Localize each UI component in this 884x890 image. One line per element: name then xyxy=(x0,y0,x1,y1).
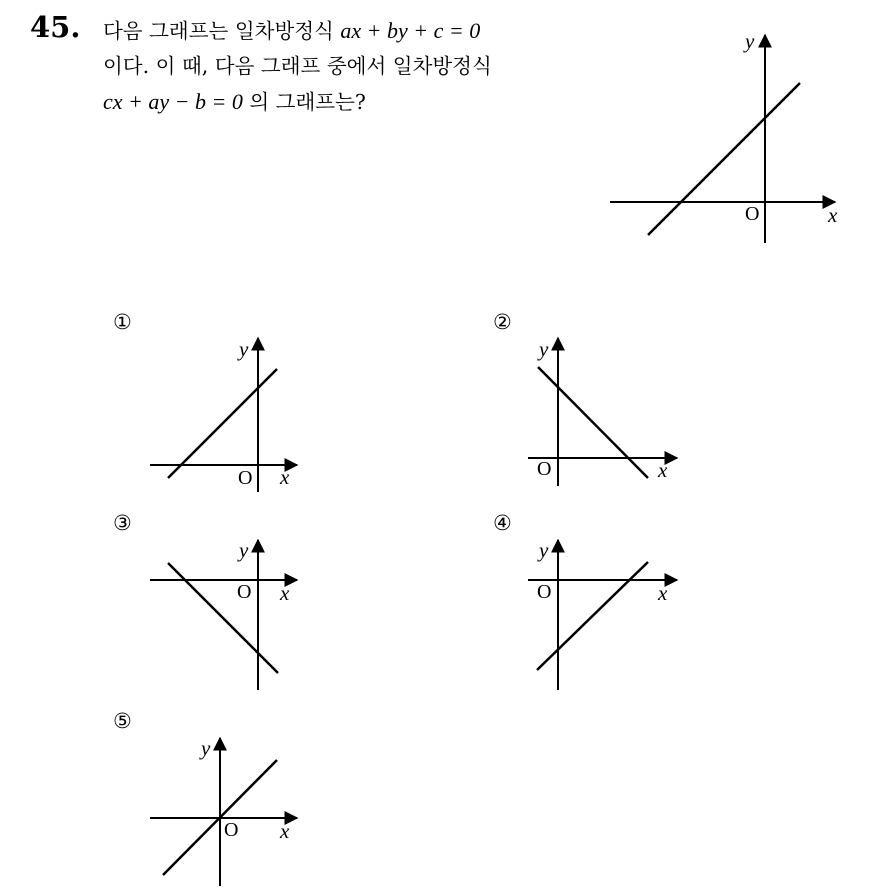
y-axis-label: y xyxy=(201,736,211,760)
stem-text-3: 의 그래프는? xyxy=(242,90,366,114)
origin-label: O xyxy=(537,581,552,603)
choice-5-number[interactable]: ⑤ xyxy=(113,709,132,733)
choice-3-number[interactable]: ③ xyxy=(113,511,132,535)
x-axis-label: x xyxy=(658,581,668,605)
graph-line xyxy=(168,369,277,478)
choice-2-graph[interactable] xyxy=(528,337,677,486)
graph-line xyxy=(648,83,800,235)
x-axis-label: x xyxy=(828,203,838,227)
choice-2-number[interactable]: ② xyxy=(493,310,512,334)
given-equation: ax + by + c = 0 xyxy=(340,18,481,43)
choice-3-graph[interactable] xyxy=(150,538,297,690)
origin-label: O xyxy=(238,467,253,489)
y-axis-label: y xyxy=(539,538,549,562)
choice-4-number[interactable]: ④ xyxy=(493,511,512,535)
x-axis-label: x xyxy=(658,458,668,482)
choice-4-graph[interactable] xyxy=(528,538,677,690)
graph-line xyxy=(538,367,648,478)
origin-label: O xyxy=(745,203,760,225)
choice-1-graph[interactable] xyxy=(150,337,297,492)
x-axis-label: x xyxy=(280,819,290,843)
x-axis-label: x xyxy=(280,465,290,489)
y-axis-label: y xyxy=(745,29,755,53)
y-axis-label: y xyxy=(239,337,249,361)
origin-label: O xyxy=(537,458,552,480)
stem-line-2: 이다. 이 때, 다음 그래프 중에서 일차방정식 xyxy=(103,54,492,78)
x-axis-label: x xyxy=(280,581,290,605)
choice-1-number[interactable]: ① xyxy=(113,310,132,334)
question-number: 45. xyxy=(30,10,81,44)
target-equation: cx + ay − b = 0 xyxy=(103,89,243,114)
y-axis-label: y xyxy=(239,538,249,562)
graph-line xyxy=(537,562,648,670)
origin-label: O xyxy=(237,581,252,603)
origin-label: O xyxy=(224,819,239,841)
stem-text-1: 다음 그래프는 일차방정식 xyxy=(103,19,341,43)
given-graph xyxy=(610,29,838,243)
choice-5-graph[interactable] xyxy=(150,736,297,886)
y-axis-label: y xyxy=(539,337,549,361)
